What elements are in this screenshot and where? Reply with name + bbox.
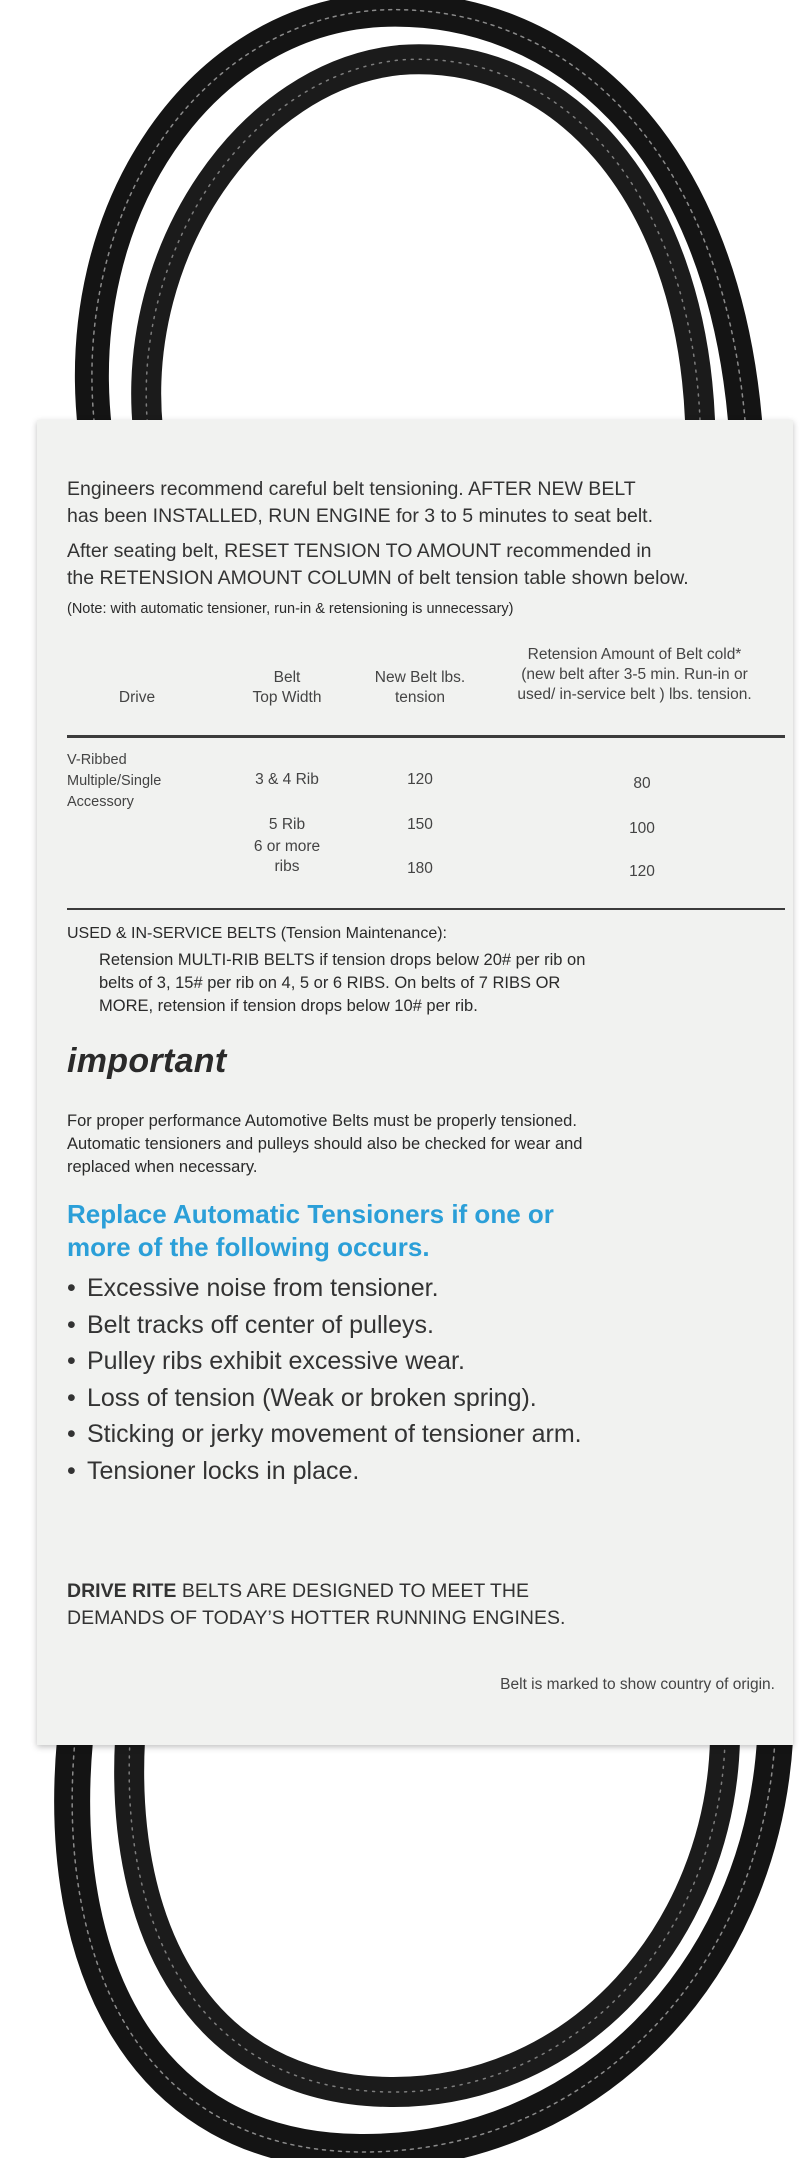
instruction-card [37, 420, 793, 1745]
header-belt-width [222, 668, 352, 708]
list-item-text: Sticking or jerky movement of tensioner arm. [87, 1420, 582, 1448]
used-belts-line3: MORE, retension if tension drops below 10# per rib. [99, 997, 478, 1015]
intro-paragraph-2 [67, 538, 689, 592]
row1-retension: 80 [633, 775, 651, 792]
row2-new-tension: 150 [407, 816, 433, 833]
bullet-icon: • [67, 1274, 76, 1302]
intro-line-2: has been INSTALLED, RUN ENGINE for 3 to 5 minutes to seat belt. [67, 505, 653, 527]
list-item [67, 1343, 582, 1380]
drive-rite-statement [67, 1578, 565, 1632]
drive-rite-line1 [67, 1578, 565, 1605]
used-belts-line2: belts of 3, 15# per rib on 4, 5 or 6 RIBS. On belts of 7 RIBS OR [99, 974, 561, 992]
header-retension-line1: Retension Amount of Belt cold* [527, 646, 742, 663]
drive-cell-line1: V-Ribbed [67, 752, 127, 768]
list-item [67, 1416, 582, 1453]
list-item [67, 1453, 582, 1490]
symptom-list [67, 1270, 582, 1489]
replace-heading-line1: Replace Automatic Tensioners if one or [67, 1199, 554, 1229]
row3-new-tension: 180 [407, 860, 433, 877]
used-belts-body [99, 949, 585, 1018]
list-item-text: Excessive noise from tensioner. [87, 1274, 439, 1302]
intro-line-1: Engineers recommend careful belt tensioning. AFTER NEW BELT [67, 478, 636, 500]
row3-width-line2: ribs [274, 858, 300, 875]
row1-width: 3 & 4 Rib [255, 771, 319, 788]
drive-rite-line2: DEMANDS OF TODAY’S HOTTER RUNNING ENGINES. [67, 1607, 566, 1629]
important-heading: important [67, 1042, 227, 1080]
header-belt-width-line2: Top Width [252, 689, 322, 706]
list-item-text: Tensioner locks in place. [87, 1456, 360, 1485]
list-item [67, 1380, 582, 1417]
table-bottom-rule [67, 908, 785, 910]
drive-cell-line3: Accessory [67, 794, 134, 810]
bullet-icon: • [67, 1347, 76, 1375]
drive-cell [67, 750, 161, 813]
list-item [67, 1270, 582, 1307]
header-new-belt-line2: tension [395, 689, 445, 706]
header-retension-line2: (new belt after 3-5 min. Run-in or [521, 666, 748, 683]
intro-line-3: After seating belt, RESET TENSION TO AMOUNT recommended in [67, 540, 652, 562]
performance-line1: For proper performance Automotive Belts must be properly tensioned. [67, 1112, 577, 1130]
bullet-icon: • [67, 1310, 76, 1339]
replace-heading-line2: more of the following occurs. [67, 1232, 430, 1262]
performance-line2: Automatic tensioners and pulleys should also be checked for wear and [67, 1135, 583, 1153]
row1-new-tension: 120 [407, 771, 433, 788]
row3-width-line1: 6 or more [253, 838, 321, 855]
header-retension [487, 645, 782, 705]
row2-width: 5 Rib [268, 816, 306, 833]
bullet-icon: • [67, 1420, 76, 1448]
header-new-belt-line1: New Belt lbs. [374, 669, 466, 686]
header-new-belt [355, 668, 485, 708]
used-belts-line1: Retension MULTI-RIB BELTS if tension drops below 20# per rib on [99, 951, 586, 969]
intro-paragraph-1 [67, 476, 653, 530]
table-top-rule [67, 735, 785, 738]
header-retension-line3: used/ in-service belt ) lbs. tension. [517, 686, 752, 703]
note-text: (Note: with automatic tensioner, run-in & retensioning is unnecessary) [67, 601, 514, 617]
drive-cell-line2: Multiple/Single [67, 773, 162, 789]
used-belts-title: USED & IN-SERVICE BELTS (Tension Maintenance): [67, 925, 447, 942]
intro-line-4: the RETENSION AMOUNT COLUMN of belt tension table shown below. [67, 567, 689, 589]
header-drive: Drive [118, 689, 156, 706]
performance-line3: replaced when necessary. [67, 1158, 258, 1176]
performance-paragraph [67, 1110, 582, 1179]
row2-retension: 100 [629, 820, 655, 837]
list-item [67, 1307, 582, 1344]
list-item-text: Pulley ribs exhibit excessive wear. [87, 1347, 465, 1375]
header-belt-width-line1: Belt [273, 669, 301, 686]
drive-rite-brand: DRIVE RITE [67, 1580, 177, 1602]
country-of-origin-note: Belt is marked to show country of origin. [500, 1676, 775, 1693]
row3-retension: 120 [629, 863, 655, 880]
list-item-text: Belt tracks off center of pulleys. [87, 1310, 434, 1339]
bullet-icon: • [67, 1383, 76, 1412]
list-item-text: Loss of tension (Weak or broken spring). [87, 1383, 537, 1412]
drive-rite-line1-text: BELTS ARE DESIGNED TO MEET THE [176, 1580, 529, 1602]
replace-heading [67, 1198, 554, 1264]
row3-width [222, 837, 352, 877]
bullet-icon: • [67, 1456, 76, 1485]
